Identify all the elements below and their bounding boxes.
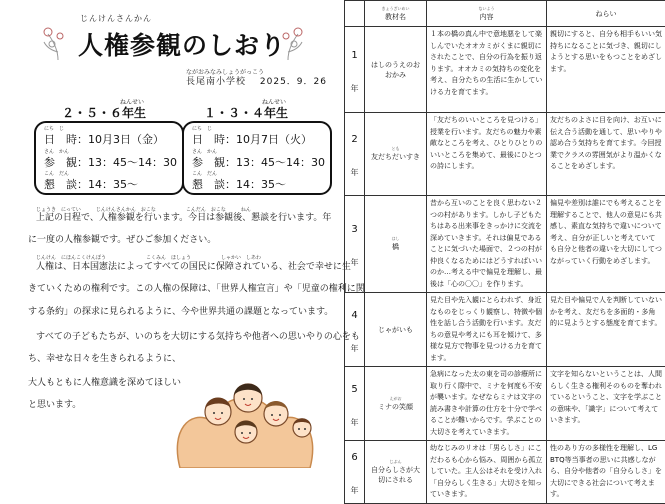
table-row <box>345 27 665 113</box>
content-cell: 急病になった太の東を司の診療所に取り行く際中で、ミナを何度も不安が襲います。なぜならミナは文字の読み書きや計算の仕方を十分で学べることが難いからです。学ぶことの大切さを考えていきます。 <box>427 367 547 441</box>
paragraph-2-line-3: する条約」の探求に見られるように、今や世界共通の課題となっています。 <box>28 306 333 318</box>
group-b-date-row <box>192 131 312 147</box>
title-cell <box>365 367 427 441</box>
aim-cell: 文字を知らないということは、人間らしく生きる権利そのものを奪われているということ、文字を学ぶことの意味や、「識字」について考えていきます。 <box>547 367 665 441</box>
header-aim <box>547 1 665 27</box>
title-cell <box>365 441 427 504</box>
title-cell <box>365 196 427 293</box>
issue-date: 2025．9．26 <box>260 77 327 87</box>
visit-value: 13：45～14：30 <box>236 156 325 169</box>
grade-number: 3 <box>348 224 361 235</box>
paragraph-3-line-1: すべての子どもたちが、いのちを大切にする気持ちや他者への思いやりの心をも <box>36 331 360 343</box>
grade-suffix: 年 <box>348 485 361 496</box>
title-text: 友だちだいすき <box>371 153 420 161</box>
school-ruby: ながおみなみしょうがっこう <box>186 67 264 76</box>
visit-value: 13：45～14：30 <box>88 156 177 169</box>
aim-cell: 偏見や差別は誰にでも考えることを理解することで、他人の意見にも共感し、素直な気持ちで違いについて考え、自分が正しいと考えていても自分と他者の違いを大切にしてつながっていく行動をめざします。 <box>547 196 665 293</box>
header-content <box>427 1 547 27</box>
paragraph-2-line-2: きていくための権利です。この人権の保障は、「世界人権宣言」や「児童の権利に関 <box>28 283 365 295</box>
lesson-table <box>344 0 665 504</box>
paragraph-2-line-1: 人権は、日本国憲法によってすべての国民に保障されている、社会で幸せに生 <box>36 261 351 273</box>
grade-cell <box>345 196 365 293</box>
aim-cell: 友だちのよさに目を向け、お互いに伝え合う活動を通して、思いやりや認め合う気持ちを育てます。今回授業でクラスの雰囲気がより温かくなることをめざします。 <box>547 113 665 196</box>
grade-number: 1 <box>348 50 361 61</box>
group-a-talk-row <box>44 176 138 192</box>
group-a-visit-row <box>44 154 177 170</box>
row-ruby: にち じ <box>44 125 64 132</box>
date-label: 日 時： <box>192 133 236 146</box>
content-cell: 「友だちのいいところを見つける」授業を行います。友だちの魅力や素敵なところを考え、ひとりひとりのいいところを集めて、最後にひとつの詩にします。 <box>427 113 547 196</box>
title-ruby: はし <box>368 236 423 242</box>
visit-label: 参 観： <box>192 156 236 169</box>
paragraph-3-line-4: と思います。 <box>28 399 81 411</box>
row-ruby: さん かん <box>192 148 217 155</box>
row-ruby: こん だん <box>44 170 69 177</box>
title-ruby: とも <box>368 146 423 152</box>
visit-label: 参 観： <box>44 156 88 169</box>
title-text: ミナの笑顔 <box>378 403 413 411</box>
grade-cell <box>345 113 365 196</box>
grade-suffix: 年 <box>348 257 361 268</box>
content-cell: 昔から互いのことを良く思わない２つの村があります。しかし子どもたちはある出来事をきっかけに交流を深めていきます。それは偏見であることに気づいた場面で、２つの村が仲良くなるためにはどうすればいいのか…考える中で偏見を理解し、最後は「心の〇〇」を作ります。 <box>427 196 547 293</box>
title-ruby: えがお <box>368 396 423 402</box>
title-ruby: じぶん <box>368 459 423 465</box>
grade-suffix: 年 <box>348 83 361 94</box>
group-a-heading: ２・５・６年生 <box>62 104 146 121</box>
page-title: 人権参観のしおり <box>78 26 286 62</box>
grade-cell <box>345 441 365 504</box>
title-text: 自分らしさが大切にされる <box>371 466 420 484</box>
grade-number: 4 <box>348 310 361 321</box>
header-theme-ruby: きょうざいめい <box>368 6 423 12</box>
table-row <box>345 196 665 293</box>
table-row <box>345 113 665 196</box>
group-b-talk-row <box>192 176 286 192</box>
grade-suffix: 年 <box>348 417 361 428</box>
group-a-date-row <box>44 131 164 147</box>
grade-suffix: 年 <box>348 343 361 354</box>
flower-decoration-right <box>270 22 306 60</box>
row-ruby: こん だん <box>192 170 217 177</box>
title-text: 橋 <box>392 243 399 251</box>
grade-cell <box>345 293 365 367</box>
header-grade <box>345 1 365 27</box>
content-cell: １本の橋の真ん中で意地悪をして楽しんでいたオオカミがくまに親切にされたことで、自分の行為を振り返ります。オオカミの気持ちの変化を考え、自分たちの生活に生かしていける力を育てます。 <box>427 27 547 113</box>
table-header-row <box>345 1 665 27</box>
talk-label: 懇 談： <box>192 178 236 191</box>
aim-cell: 性のあり方の多様性を理解し、LGBTQ等当事者の思いに共感しながら、自分や他者の「自分らしさ」を大切にできる社会について考えます。 <box>547 441 665 504</box>
table-row <box>345 441 665 504</box>
paragraph-1-line-1: 上記の日程で、人権参観を行います。今日は参観後、懇談を行います。年 <box>36 212 331 224</box>
talk-value: 14：35～ <box>88 178 138 191</box>
date-label: 日 時： <box>44 133 88 146</box>
table-row <box>345 367 665 441</box>
paragraph-ruby: じょうき にってい じんけんさんかん おこな こんだん おこな ねん <box>36 206 251 213</box>
content-cell: 見た目や先入観にとらわれず、身近なものをじっくり観察し、特徴や個性を話し合う活動を行います。友だちの意見や考えにも耳を傾けて、多様な見方で物事を見つける力を育てます。 <box>427 293 547 367</box>
flower-decoration-left <box>40 22 76 60</box>
group-b-heading-ruby: ねんせい <box>262 97 286 106</box>
paragraph-ruby: じんけん にほんこくけんぽう こくみん ほしょう しゃかい しあわ <box>36 254 261 261</box>
grade-cell <box>345 27 365 113</box>
group-a-schedule-box <box>34 121 184 195</box>
paragraph-1-line-2: に一度の人権参観です。ぜひご参加ください。 <box>28 234 216 246</box>
left-page <box>0 0 340 470</box>
group-a-heading-ruby: ねんせい <box>120 97 144 106</box>
talk-label: 懇 談： <box>44 178 88 191</box>
grade-cell <box>345 367 365 441</box>
right-page <box>344 0 665 470</box>
group-b-schedule-box <box>182 121 332 195</box>
date-value: 10月7日（火） <box>236 133 312 146</box>
grade-number: 2 <box>348 134 361 145</box>
header-content-label: 内容 <box>480 13 494 21</box>
row-ruby: さん かん <box>44 148 69 155</box>
grade-number: 6 <box>348 452 361 463</box>
grade-suffix: 年 <box>348 167 361 178</box>
header-theme <box>365 1 427 27</box>
group-b-visit-row <box>192 154 325 170</box>
title-cell <box>365 113 427 196</box>
content-cell: 幼なじみのリオは「男らしさ」にこだわるも心から悩み、周囲から孤立していた。主人公はそれを受け入れ「自分らしく生きる」大切さを知っていきます。 <box>427 441 547 504</box>
table-row <box>345 293 665 367</box>
header-theme-label: 教材名 <box>385 13 406 21</box>
aim-cell: 親切にすると、自分も相手もいい気持ちになることに気づき、親切にしようとする思いをもつことをめざします。 <box>547 27 665 113</box>
paragraph-3-line-2: ち、幸せな日々を生きられるように、 <box>28 353 181 365</box>
school-name: 長尾南小学校 <box>186 77 246 87</box>
group-b-heading: １・３・４年生 <box>204 104 288 121</box>
header-content-ruby: ないよう <box>430 6 543 12</box>
paragraph-3-line-3: 大人もともに人権意識を深めてほしい <box>28 377 181 389</box>
row-ruby: にち じ <box>192 125 212 132</box>
aim-cell: 見た目や偏見で人を判断していないかを考え、友だちを多面的・多角的に見ようとする態度を育てます。 <box>547 293 665 367</box>
header-aim-label: ねらい <box>596 10 617 18</box>
title-cell: じゃがいも <box>365 293 427 367</box>
date-value: 10月3日（金） <box>88 133 164 146</box>
family-illustration <box>170 350 320 468</box>
grade-number: 5 <box>348 384 361 395</box>
school-line <box>186 74 327 87</box>
talk-value: 14：35～ <box>236 178 286 191</box>
title-cell: はしのうえのおおかみ <box>365 27 427 113</box>
title-ruby: じんけんさんかん <box>80 13 152 24</box>
